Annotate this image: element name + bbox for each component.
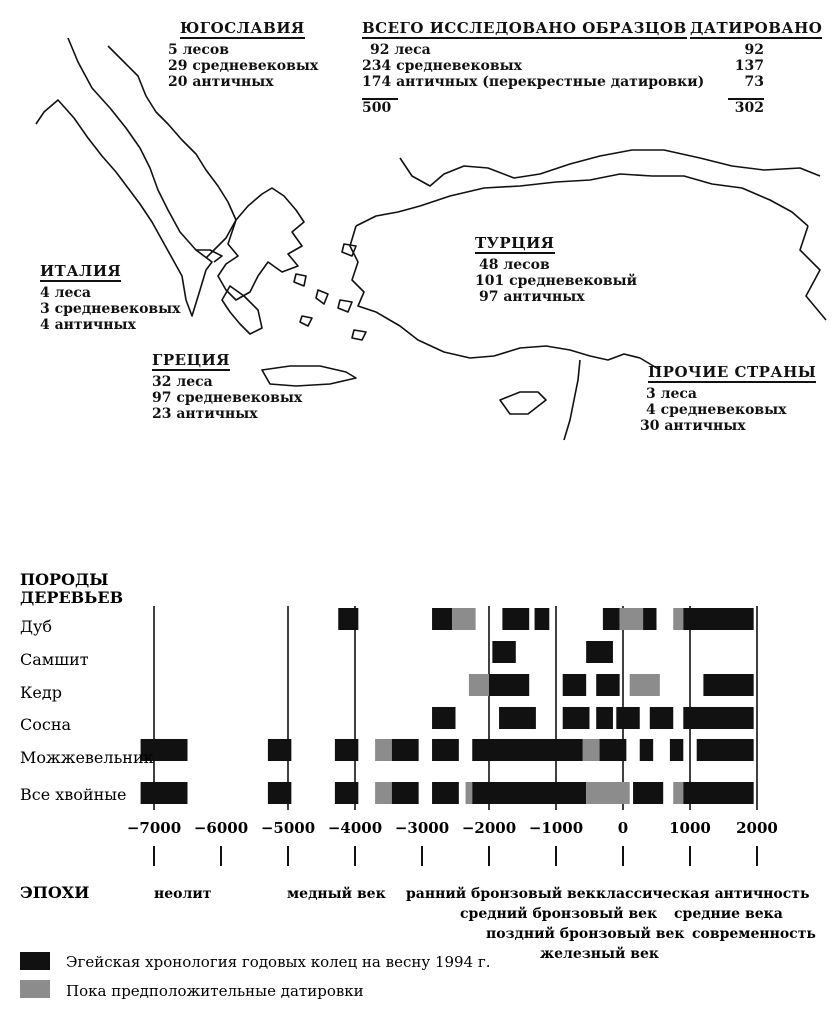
tentative-span bbox=[586, 782, 630, 804]
dated-span bbox=[683, 782, 753, 804]
region-other-title: ПРОЧИЕ СТРАНЫ bbox=[648, 363, 817, 381]
dated-span bbox=[492, 641, 515, 663]
dated-span bbox=[616, 707, 639, 729]
row-label: Кедр bbox=[20, 683, 62, 702]
x-tick-label: −2000 bbox=[461, 819, 517, 837]
dated-span bbox=[338, 608, 358, 630]
dated-span bbox=[643, 608, 656, 630]
region-yugoslavia-title: ЮГОСЛАВИЯ bbox=[180, 19, 305, 37]
region-line: 97 античных bbox=[479, 289, 585, 305]
region-line: 3 средневековых bbox=[40, 301, 181, 317]
dated-span bbox=[586, 641, 613, 663]
region-greece-title: ГРЕЦИЯ bbox=[152, 351, 230, 369]
x-tick-label: −3000 bbox=[394, 819, 450, 837]
dated-span bbox=[563, 674, 586, 696]
x-tick-label: −4000 bbox=[327, 819, 383, 837]
legend-label: Пока предположительные датировки bbox=[66, 982, 364, 1000]
region-line: 73 bbox=[744, 74, 764, 90]
dated-span bbox=[703, 674, 753, 696]
region-line: 4 средневековых bbox=[646, 402, 787, 418]
region-line: 5 лесов bbox=[168, 42, 229, 58]
region-line: 4 леса bbox=[40, 285, 91, 301]
dated-span bbox=[392, 739, 419, 761]
x-tick-label: −6000 bbox=[193, 819, 249, 837]
dated-span bbox=[268, 782, 291, 804]
dated-span bbox=[596, 674, 619, 696]
dated-span bbox=[670, 739, 683, 761]
x-tick-label: 1000 bbox=[669, 819, 711, 837]
dated-span bbox=[335, 739, 358, 761]
dated-span bbox=[432, 707, 455, 729]
region-line: 97 средневековых bbox=[152, 390, 303, 406]
tentative-span bbox=[583, 739, 600, 761]
tentative-span bbox=[452, 608, 475, 630]
tentative-span bbox=[375, 782, 392, 804]
dated-span bbox=[432, 782, 459, 804]
dated-span bbox=[472, 739, 583, 761]
dated-span bbox=[335, 782, 358, 804]
epoch-label: железный век bbox=[540, 946, 660, 962]
region-line: 137 bbox=[734, 58, 764, 74]
region-line: 48 лесов bbox=[479, 257, 550, 273]
region-italy-title: ИТАЛИЯ bbox=[40, 262, 122, 280]
x-tick-label: −1000 bbox=[528, 819, 584, 837]
epoch-label: поздний бронзовый век bbox=[486, 926, 685, 942]
dated-span bbox=[499, 707, 536, 729]
dated-span bbox=[683, 608, 753, 630]
tentative-span bbox=[673, 782, 683, 804]
epoch-label: классическая античность bbox=[596, 886, 810, 902]
region-line: 29 средневековых bbox=[168, 58, 319, 74]
dated-span bbox=[563, 707, 590, 729]
region-dated-title: ДАТИРОВАНО bbox=[690, 19, 823, 37]
epochs-label: ЭПОХИ bbox=[20, 883, 90, 902]
region-line: 3 леса bbox=[646, 386, 697, 402]
row-label: Сосна bbox=[20, 715, 72, 734]
dated-span bbox=[432, 608, 452, 630]
dated-span bbox=[600, 739, 627, 761]
region-line: 174 античных (перекрестные датировки) bbox=[362, 74, 705, 90]
x-tick-label: 2000 bbox=[736, 819, 778, 837]
dated-span bbox=[683, 707, 753, 729]
row-label: Дуб bbox=[20, 617, 53, 636]
tentative-span bbox=[466, 782, 473, 804]
tentative-span bbox=[673, 608, 683, 630]
legend-swatch-black bbox=[20, 952, 50, 970]
dated-span bbox=[640, 739, 653, 761]
dated-span bbox=[633, 782, 663, 804]
region-line: 92 bbox=[744, 42, 764, 58]
dated-span bbox=[535, 608, 550, 630]
x-tick-label: 0 bbox=[617, 819, 629, 837]
region-total-sum: 500 bbox=[362, 100, 392, 116]
region-line: 4 античных bbox=[40, 317, 136, 333]
dated-span bbox=[268, 739, 291, 761]
region-turkey-title: ТУРЦИЯ bbox=[475, 234, 555, 252]
region-dated-sum: 302 bbox=[734, 100, 764, 116]
tentative-span bbox=[469, 674, 489, 696]
y-axis-label: ПОРОДЫ bbox=[20, 570, 109, 589]
epoch-label: ранний бронзовый век bbox=[406, 886, 596, 902]
tentative-span bbox=[620, 608, 643, 630]
dated-span bbox=[697, 739, 754, 761]
epoch-label: средние века bbox=[674, 906, 783, 922]
legend-label: Эгейская хронология годовых колец на весну 1994 г. bbox=[66, 953, 491, 971]
dated-span bbox=[472, 782, 586, 804]
x-tick-label: −5000 bbox=[260, 819, 316, 837]
dated-span bbox=[392, 782, 419, 804]
region-line: 92 леса bbox=[370, 42, 431, 58]
dated-span bbox=[603, 608, 620, 630]
dated-span bbox=[502, 608, 529, 630]
region-line: 20 античных bbox=[168, 74, 274, 90]
dated-span bbox=[432, 739, 459, 761]
row-label: Все хвойные bbox=[20, 785, 127, 804]
epoch-label: медный век bbox=[287, 886, 386, 902]
tentative-span bbox=[630, 674, 660, 696]
dated-span bbox=[489, 674, 529, 696]
region-line: 23 античных bbox=[152, 406, 258, 422]
tentative-span bbox=[375, 739, 392, 761]
dated-span bbox=[141, 782, 188, 804]
region-line: 234 средневековых bbox=[362, 58, 522, 74]
region-line: 101 средневековый bbox=[475, 273, 638, 289]
row-label: Самшит bbox=[20, 650, 89, 669]
region-total-title: ВСЕГО ИССЛЕДОВАНО ОБРАЗЦОВ bbox=[362, 19, 687, 37]
epoch-label: неолит bbox=[154, 886, 212, 902]
legend-swatch-gray bbox=[20, 980, 50, 998]
region-line: 30 античных bbox=[640, 418, 746, 434]
epoch-label: средний бронзовый век bbox=[460, 906, 658, 922]
y-axis-label: ДЕРЕВЬЕВ bbox=[20, 588, 124, 607]
row-label: Можжевельник bbox=[20, 748, 154, 767]
dated-span bbox=[650, 707, 673, 729]
x-tick-label: −7000 bbox=[126, 819, 182, 837]
region-line: 32 леса bbox=[152, 374, 213, 390]
epoch-label: современность bbox=[692, 926, 816, 942]
dated-span bbox=[596, 707, 613, 729]
